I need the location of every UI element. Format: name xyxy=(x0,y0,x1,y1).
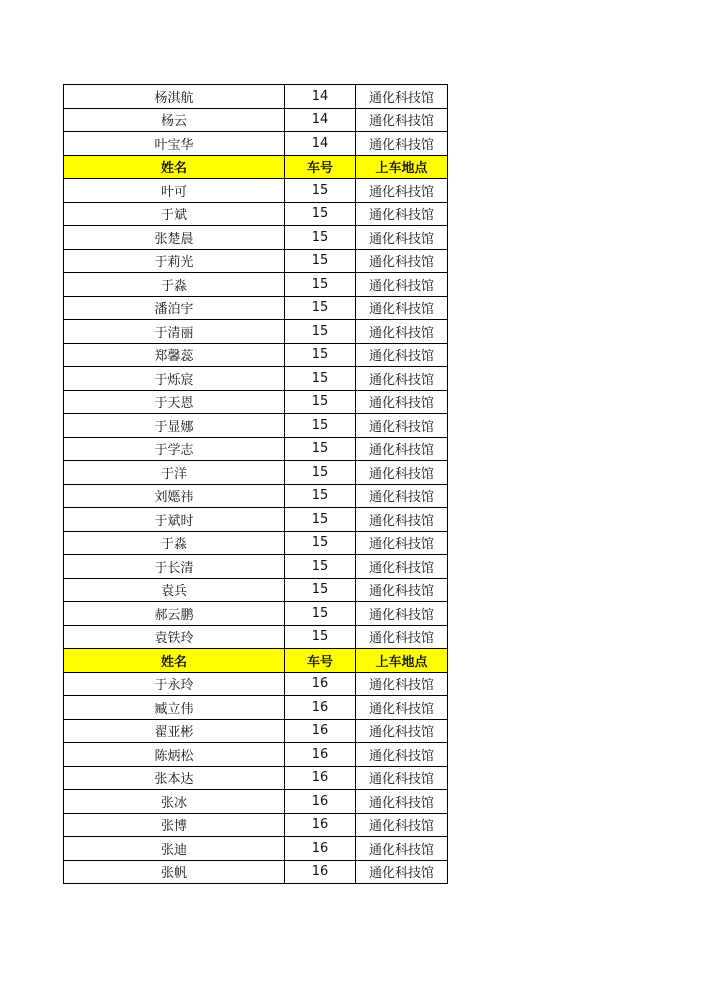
table-row xyxy=(64,602,448,626)
car-number-cell: 15 xyxy=(285,437,356,461)
car-number-cell: 15 xyxy=(285,273,356,297)
boarding-place-cell: 通化科技馆 xyxy=(356,273,448,297)
table-row xyxy=(64,555,448,579)
name-cell: 郑馨蕊 xyxy=(64,343,285,367)
boarding-place-cell: 通化科技馆 xyxy=(356,108,448,132)
table-row xyxy=(64,390,448,414)
table-row xyxy=(64,273,448,297)
car-number-cell: 15 xyxy=(285,602,356,626)
name-cell: 张迪 xyxy=(64,837,285,861)
car-number-cell: 15 xyxy=(285,179,356,203)
car-number-cell: 14 xyxy=(285,132,356,156)
name-cell: 翟亚彬 xyxy=(64,719,285,743)
name-cell: 杨淇航 xyxy=(64,85,285,109)
car-number-cell: 16 xyxy=(285,672,356,696)
name-cell: 于烁宸 xyxy=(64,367,285,391)
boarding-place-cell: 通化科技馆 xyxy=(356,484,448,508)
boarding-place-cell: 通化科技馆 xyxy=(356,249,448,273)
car-number-cell: 15 xyxy=(285,531,356,555)
car-number-cell: 16 xyxy=(285,719,356,743)
table-row xyxy=(64,484,448,508)
name-cell: 陈炳松 xyxy=(64,743,285,767)
table-row xyxy=(64,461,448,485)
name-cell: 刘嫕祎 xyxy=(64,484,285,508)
name-cell: 于永玲 xyxy=(64,672,285,696)
boarding-place-cell: 通化科技馆 xyxy=(356,625,448,649)
name-cell: 张本达 xyxy=(64,766,285,790)
boarding-place-cell: 通化科技馆 xyxy=(356,602,448,626)
table-row xyxy=(64,743,448,767)
table-row xyxy=(64,202,448,226)
boarding-place-cell: 通化科技馆 xyxy=(356,860,448,884)
car-number-cell: 16 xyxy=(285,813,356,837)
car-number-cell: 15 xyxy=(285,461,356,485)
boarding-place-cell: 通化科技馆 xyxy=(356,320,448,344)
car-number-cell: 15 xyxy=(285,296,356,320)
boarding-place-cell: 通化科技馆 xyxy=(356,555,448,579)
header-name-cell: 姓名 xyxy=(64,155,285,179)
table-row xyxy=(64,672,448,696)
table-row xyxy=(64,837,448,861)
boarding-place-cell: 通化科技馆 xyxy=(356,132,448,156)
car-number-cell: 15 xyxy=(285,226,356,250)
car-number-cell: 15 xyxy=(285,555,356,579)
boarding-place-cell: 通化科技馆 xyxy=(356,461,448,485)
table-row xyxy=(64,813,448,837)
roster-table xyxy=(63,84,448,884)
boarding-place-cell: 通化科技馆 xyxy=(356,696,448,720)
table-header-row xyxy=(64,649,448,673)
boarding-place-cell: 通化科技馆 xyxy=(356,790,448,814)
table-row xyxy=(64,132,448,156)
table-row xyxy=(64,625,448,649)
table-row xyxy=(64,414,448,438)
boarding-place-cell: 通化科技馆 xyxy=(356,719,448,743)
car-number-cell: 16 xyxy=(285,696,356,720)
name-cell: 郝云鹏 xyxy=(64,602,285,626)
header-name-cell: 姓名 xyxy=(64,649,285,673)
table-row xyxy=(64,860,448,884)
name-cell: 于洋 xyxy=(64,461,285,485)
name-cell: 袁铁玲 xyxy=(64,625,285,649)
boarding-place-cell: 通化科技馆 xyxy=(356,672,448,696)
table-row xyxy=(64,719,448,743)
boarding-place-cell: 通化科技馆 xyxy=(356,179,448,203)
boarding-place-cell: 通化科技馆 xyxy=(356,85,448,109)
boarding-place-cell: 通化科技馆 xyxy=(356,508,448,532)
boarding-place-cell: 通化科技馆 xyxy=(356,813,448,837)
table-row xyxy=(64,766,448,790)
name-cell: 于斌 xyxy=(64,202,285,226)
table-row xyxy=(64,343,448,367)
table-row xyxy=(64,578,448,602)
car-number-cell: 16 xyxy=(285,743,356,767)
car-number-cell: 15 xyxy=(285,320,356,344)
table-row xyxy=(64,249,448,273)
car-number-cell: 15 xyxy=(285,249,356,273)
car-number-cell: 15 xyxy=(285,414,356,438)
boarding-place-cell: 通化科技馆 xyxy=(356,226,448,250)
car-number-cell: 15 xyxy=(285,625,356,649)
car-number-cell: 16 xyxy=(285,766,356,790)
name-cell: 叶可 xyxy=(64,179,285,203)
name-cell: 于莉光 xyxy=(64,249,285,273)
boarding-place-cell: 通化科技馆 xyxy=(356,437,448,461)
name-cell: 张帆 xyxy=(64,860,285,884)
car-number-cell: 14 xyxy=(285,108,356,132)
table-row xyxy=(64,320,448,344)
table-row xyxy=(64,437,448,461)
table-row xyxy=(64,790,448,814)
name-cell: 于显娜 xyxy=(64,414,285,438)
table-row xyxy=(64,179,448,203)
table-row xyxy=(64,508,448,532)
header-car-number-cell: 车号 xyxy=(285,649,356,673)
name-cell: 袁兵 xyxy=(64,578,285,602)
boarding-place-cell: 通化科技馆 xyxy=(356,202,448,226)
car-number-cell: 15 xyxy=(285,484,356,508)
name-cell: 潘泊宇 xyxy=(64,296,285,320)
table-row xyxy=(64,108,448,132)
table-header-row xyxy=(64,155,448,179)
boarding-place-cell: 通化科技馆 xyxy=(356,766,448,790)
table-row xyxy=(64,296,448,320)
boarding-place-cell: 通化科技馆 xyxy=(356,578,448,602)
car-number-cell: 15 xyxy=(285,202,356,226)
name-cell: 于清丽 xyxy=(64,320,285,344)
name-cell: 张楚晨 xyxy=(64,226,285,250)
name-cell: 于天恩 xyxy=(64,390,285,414)
name-cell: 于斌时 xyxy=(64,508,285,532)
name-cell: 叶宝华 xyxy=(64,132,285,156)
header-boarding-place-cell: 上车地点 xyxy=(356,649,448,673)
table-row xyxy=(64,531,448,555)
table-row xyxy=(64,696,448,720)
table-row xyxy=(64,226,448,250)
boarding-place-cell: 通化科技馆 xyxy=(356,837,448,861)
name-cell: 张博 xyxy=(64,813,285,837)
car-number-cell: 16 xyxy=(285,837,356,861)
table-row xyxy=(64,85,448,109)
name-cell: 于学志 xyxy=(64,437,285,461)
car-number-cell: 15 xyxy=(285,367,356,391)
name-cell: 张冰 xyxy=(64,790,285,814)
name-cell: 于淼 xyxy=(64,273,285,297)
header-car-number-cell: 车号 xyxy=(285,155,356,179)
car-number-cell: 15 xyxy=(285,508,356,532)
car-number-cell: 16 xyxy=(285,790,356,814)
car-number-cell: 15 xyxy=(285,343,356,367)
name-cell: 杨云 xyxy=(64,108,285,132)
boarding-place-cell: 通化科技馆 xyxy=(356,531,448,555)
car-number-cell: 15 xyxy=(285,390,356,414)
boarding-place-cell: 通化科技馆 xyxy=(356,414,448,438)
name-cell: 于淼 xyxy=(64,531,285,555)
car-number-cell: 14 xyxy=(285,85,356,109)
boarding-place-cell: 通化科技馆 xyxy=(356,343,448,367)
boarding-place-cell: 通化科技馆 xyxy=(356,367,448,391)
boarding-place-cell: 通化科技馆 xyxy=(356,296,448,320)
boarding-place-cell: 通化科技馆 xyxy=(356,743,448,767)
header-boarding-place-cell: 上车地点 xyxy=(356,155,448,179)
car-number-cell: 16 xyxy=(285,860,356,884)
roster-table-body xyxy=(64,85,448,884)
car-number-cell: 15 xyxy=(285,578,356,602)
boarding-place-cell: 通化科技馆 xyxy=(356,390,448,414)
table-row xyxy=(64,367,448,391)
name-cell: 于长清 xyxy=(64,555,285,579)
name-cell: 臧立伟 xyxy=(64,696,285,720)
